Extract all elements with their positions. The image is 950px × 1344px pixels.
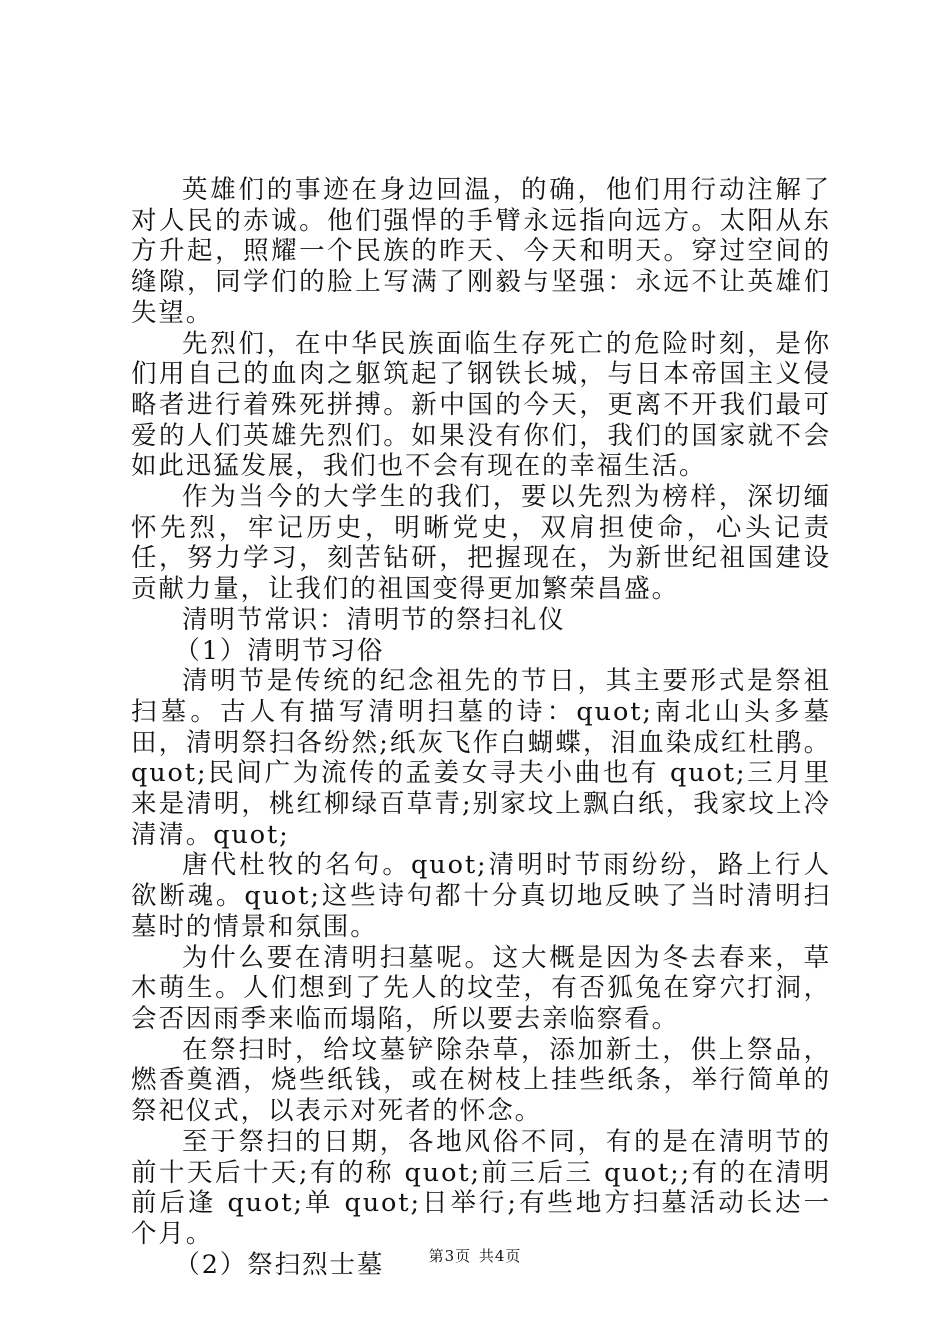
paragraph-sweeping-ritual: 在祭扫时，给坟墓铲除杂草，添加新土，供上祭品，燃香奠酒，烧些纸钱，或在树枝上挂些纸条，举行简单的祭祀仪式，以表示对死者的怀念。	[131, 1034, 831, 1127]
paragraph-sweeping-dates: 至于祭扫的日期，各地风俗不同，有的是在清明节的前十天后十天;有的称 quot;前三后三 quot;;有的在清明前后逢 quot;单 quot;日举行;有些地方扫墓活动长达一个月。	[131, 1126, 831, 1249]
paragraph-students: 作为当今的大学生的我们，要以先烈为榜样，深切缅怀先烈，牢记历史，明晰党史，双肩担使命，心头记责任，努力学习，刻苦钻研，把握现在，为新世纪祖国建设贡献力量，让我们的祖国变得更加繁荣昌盛。	[131, 482, 831, 605]
section-heading-qingming-etiquette: 清明节常识：清明节的祭扫礼仪	[182, 604, 566, 635]
paragraph-heroes-deeds: 英雄们的事迹在身边回温，的确，他们用行动注解了对人民的赤诚。他们强悍的手臂永远指向远方。太阳从东方升起，照耀一个民族的昨天、今天和明天。穿过空间的缝隙，同学们的脸上写满了刚毅与坚强：永远不让英雄们失望。	[131, 175, 831, 328]
document-body	[131, 175, 831, 1280]
paragraph-du-mu: 唐代杜牧的名句。quot;清明时节雨纷纷，路上行人欲断魂。quot;这些诗句都十分真切地反映了当时清明扫墓时的情景和氛围。	[131, 850, 831, 942]
paragraph-customs-poems: 清明节是传统的纪念祖先的节日，其主要形式是祭祖扫墓。古人有描写清明扫墓的诗：quot;南北山头多墓田，清明祭扫各纷然;纸灰飞作白蝴蝶，泪血染成红杜鹃。quot;民间广为流传的孟姜女寻夫小曲也有 quot;三月里来是清明，桃红柳绿百草青;别家坟上飘白纸，我家坟上冷清清。quot;	[131, 666, 831, 850]
paragraph-martyrs: 先烈们，在中华民族面临生存死亡的危险时刻，是你们用自己的血肉之躯筑起了钢铁长城，与日本帝国主义侵略者进行着殊死拼搏。新中国的今天，更离不开我们最可爱的人们英雄先烈们。如果没有你们，我们的国家就不会如此迅猛发展，我们也不会有现在的幸福生活。	[131, 328, 831, 482]
subheading-qingming-customs: （1）清明节习俗	[174, 635, 385, 666]
page-number: 第3页	[428, 1247, 472, 1265]
subheading-martyr-tombs: （2）祭扫烈士墓	[174, 1249, 385, 1280]
page-total: 共4页	[478, 1247, 522, 1265]
paragraph-why-sweep: 为什么要在清明扫墓呢。这大概是因为冬去春来，草木萌生。人们想到了先人的坟茔，有否狐兔在穿穴打洞，会否因雨季来临而塌陷，所以要去亲临察看。	[131, 942, 831, 1034]
page-footer	[0, 1245, 950, 1266]
